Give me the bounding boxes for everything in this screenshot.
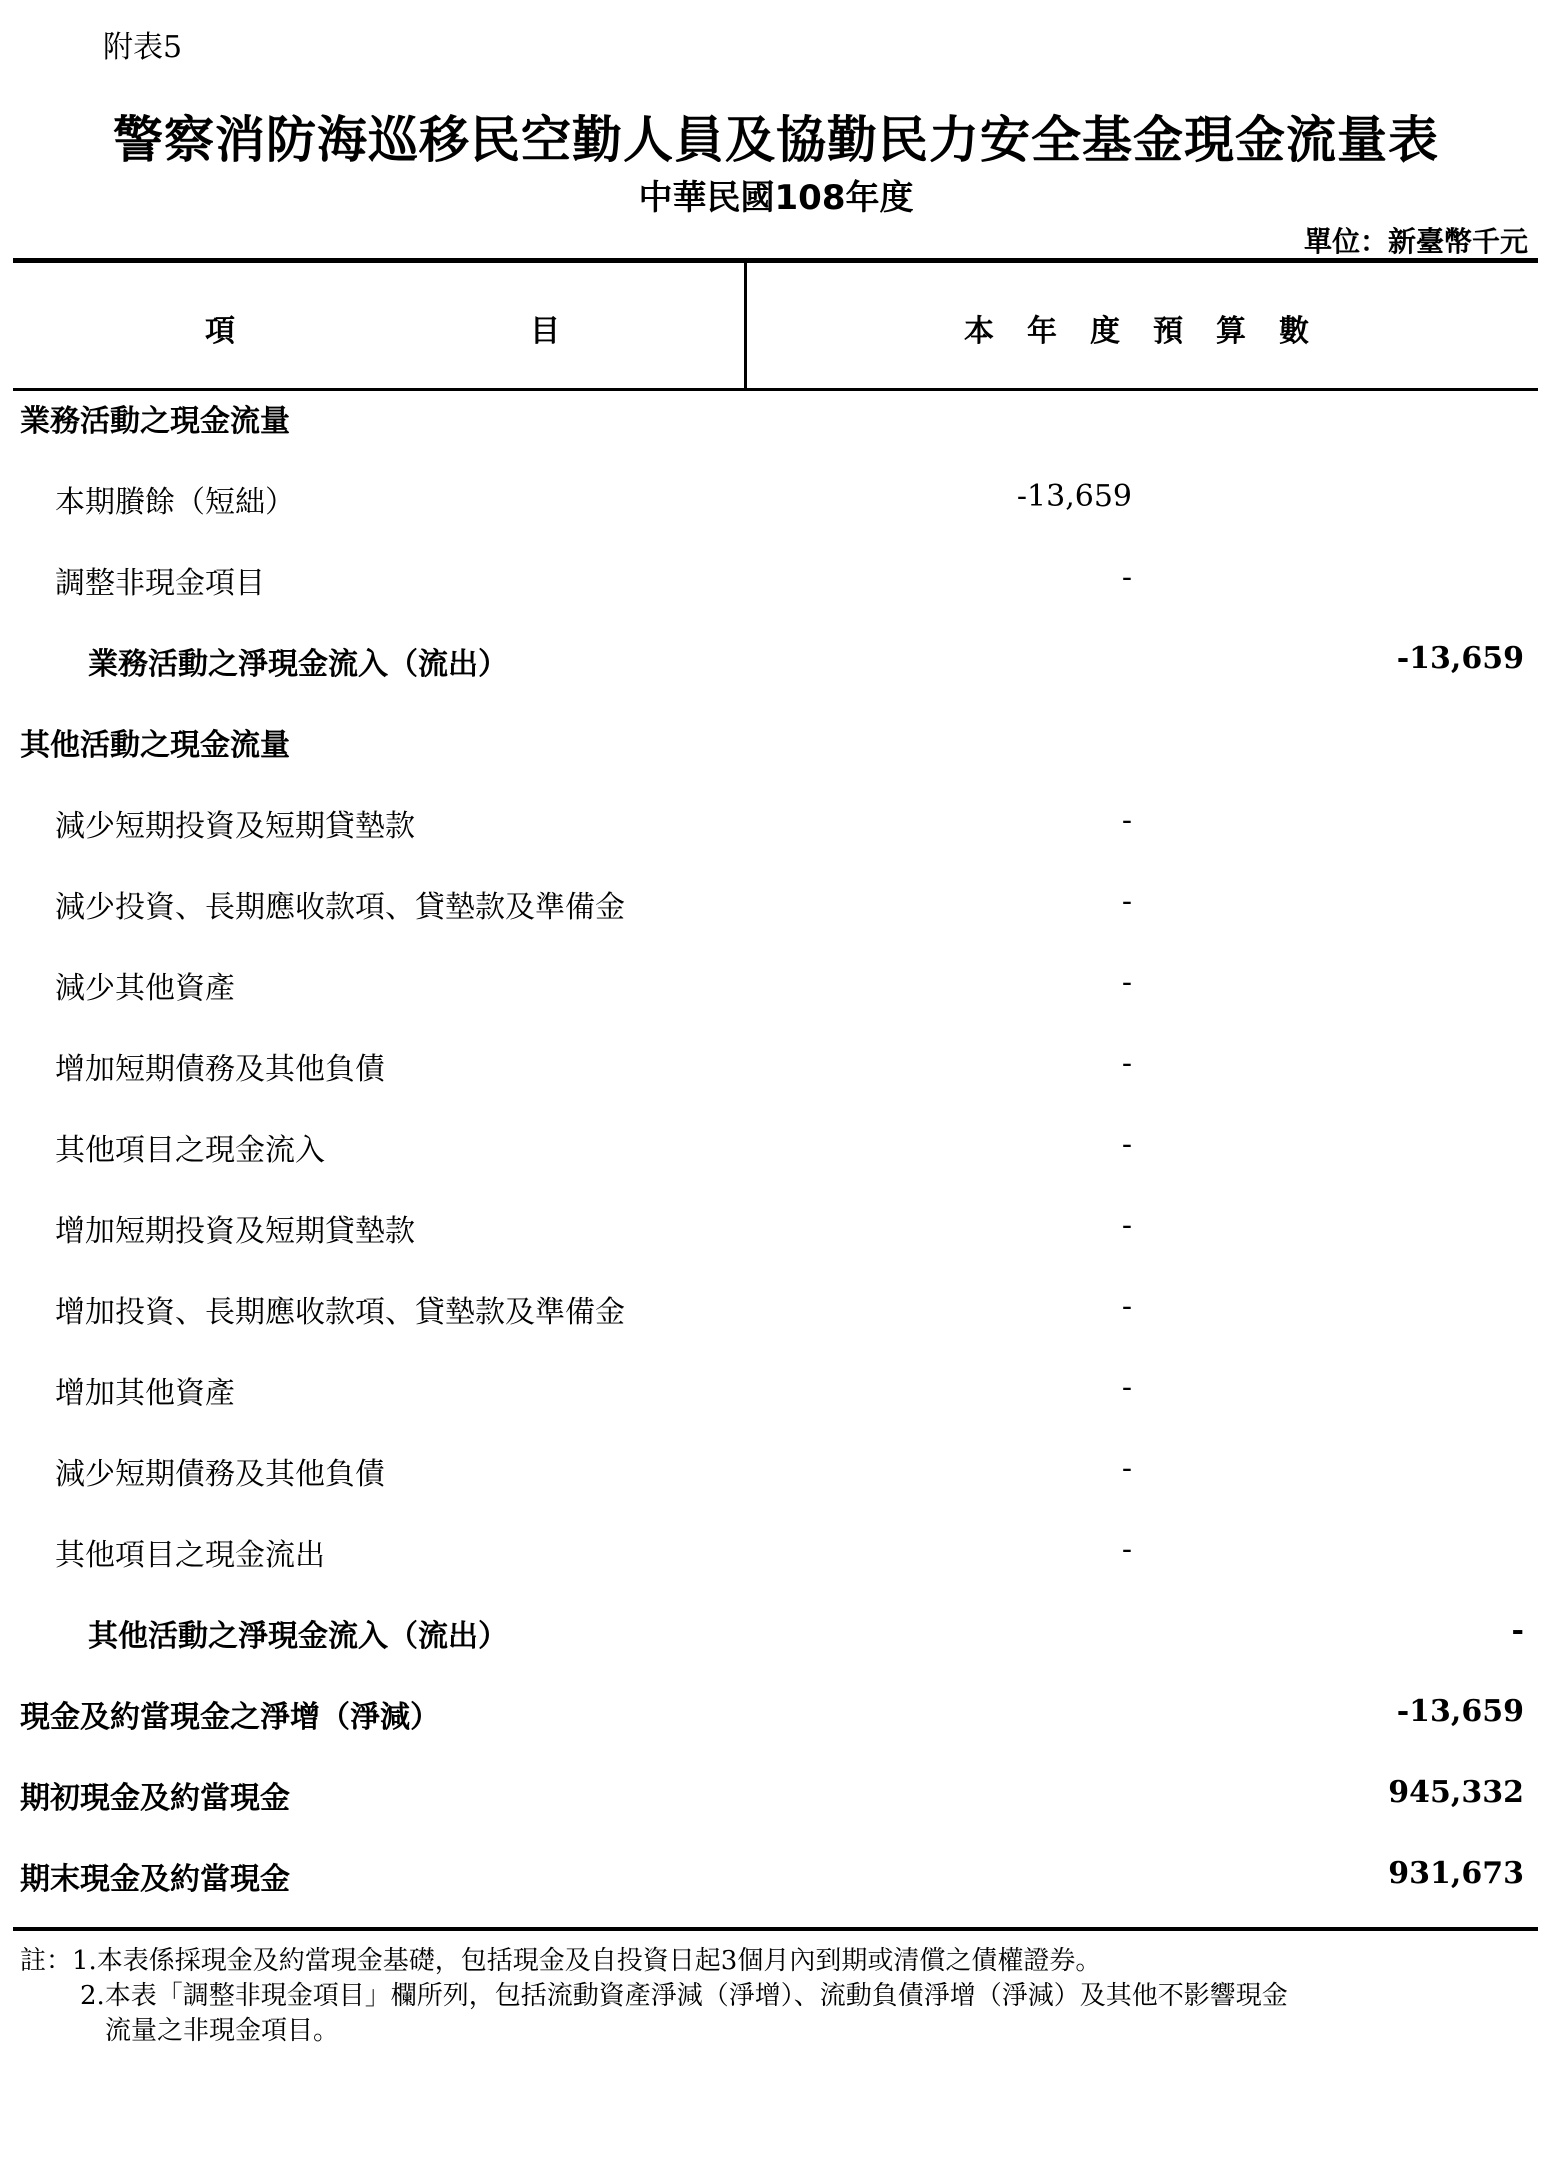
table-row [0, 477, 1552, 533]
row-sub-amount: - [1121, 1046, 1132, 1081]
table-row [0, 963, 1552, 1019]
row-sub-amount: - [1121, 884, 1132, 919]
table-row [0, 558, 1552, 614]
table-bottom-rule [13, 1927, 1538, 1931]
row-total-amount: 931,673 [1388, 1856, 1524, 1891]
table-row [0, 1044, 1552, 1100]
row-sub-amount: - [1121, 1370, 1132, 1405]
row-label: 業務活動之淨現金流入（流出） [88, 647, 508, 682]
table-top-rule [13, 258, 1538, 263]
row-label: 其他項目之現金流入 [55, 1133, 325, 1168]
row-total-amount: -13,659 [1396, 1694, 1524, 1729]
row-sub-amount: -13,659 [1016, 479, 1132, 514]
header-item-column [205, 306, 560, 350]
footnote-2: 2.本表「調整非現金項目」欄所列，包括流動資產淨減（淨增）、流動負債淨增（淨減）及其他不影響現金 [80, 1981, 1288, 2011]
row-label: 其他活動之現金流量 [20, 728, 290, 763]
row-label: 調整非現金項目 [55, 566, 265, 601]
row-label: 減少短期債務及其他負債 [55, 1457, 385, 1492]
table-row [0, 1287, 1552, 1343]
table-row [0, 1692, 1552, 1748]
row-label: 期末現金及約當現金 [20, 1862, 290, 1897]
table-row [0, 396, 1552, 452]
row-label: 其他項目之現金流出 [55, 1538, 325, 1573]
table-row [0, 1854, 1552, 1910]
row-total-amount: -13,659 [1396, 641, 1524, 676]
row-sub-amount: - [1121, 1289, 1132, 1324]
row-label: 增加投資、長期應收款項、貸墊款及準備金 [55, 1295, 625, 1330]
row-label: 業務活動之現金流量 [20, 404, 290, 439]
table-row [0, 1368, 1552, 1424]
row-label: 增加其他資產 [55, 1376, 235, 1411]
header-column-divider [744, 263, 747, 388]
row-sub-amount: - [1121, 1127, 1132, 1162]
row-label: 期初現金及約當現金 [20, 1781, 290, 1816]
header-amount-column: 本年度預算數 [964, 314, 1342, 349]
table-row [0, 720, 1552, 776]
unit-label: 單位：新臺幣千元 [1303, 225, 1528, 258]
table-row [0, 882, 1552, 938]
table-row [0, 1449, 1552, 1505]
row-sub-amount: - [1121, 1208, 1132, 1243]
row-sub-amount: - [1121, 560, 1132, 595]
header-item-char-2: 目 [530, 314, 560, 349]
row-label: 增加短期債務及其他負債 [55, 1052, 385, 1087]
header-item-char-1: 項 [205, 314, 235, 349]
table-row [0, 1206, 1552, 1262]
row-label: 增加短期投資及短期貸墊款 [55, 1214, 415, 1249]
table-row [0, 1530, 1552, 1586]
table-row [0, 801, 1552, 857]
table-row [0, 1773, 1552, 1829]
footnote-2-continued: 流量之非現金項目。 [105, 2016, 340, 2046]
footnote-1: 註：1.本表係採現金及約當現金基礎，包括現金及自投資日起3個月內到期或清償之債權證券。 [20, 1946, 1102, 1976]
document-label: 附表5 [103, 30, 183, 65]
table-row [0, 639, 1552, 695]
table-header-rule [13, 388, 1538, 391]
row-label: 本期賸餘（短絀） [55, 485, 295, 520]
row-label: 其他活動之淨現金流入（流出） [88, 1619, 508, 1654]
row-total-amount: 945,332 [1388, 1775, 1524, 1810]
page-title: 警察消防海巡移民空勤人員及協勤民力安全基金現金流量表 [113, 111, 1439, 169]
row-total-amount: - [1511, 1613, 1524, 1648]
table-row [0, 1125, 1552, 1181]
table-row [0, 1611, 1552, 1667]
row-sub-amount: - [1121, 1451, 1132, 1486]
row-label: 現金及約當現金之淨增（淨減） [20, 1700, 440, 1735]
row-label: 減少投資、長期應收款項、貸墊款及準備金 [55, 890, 625, 925]
row-label: 減少其他資產 [55, 971, 235, 1006]
row-label: 減少短期投資及短期貸墊款 [55, 809, 415, 844]
row-sub-amount: - [1121, 965, 1132, 1000]
row-sub-amount: - [1121, 1532, 1132, 1567]
row-sub-amount: - [1121, 803, 1132, 838]
page-subtitle: 中華民國108年度 [638, 178, 914, 218]
